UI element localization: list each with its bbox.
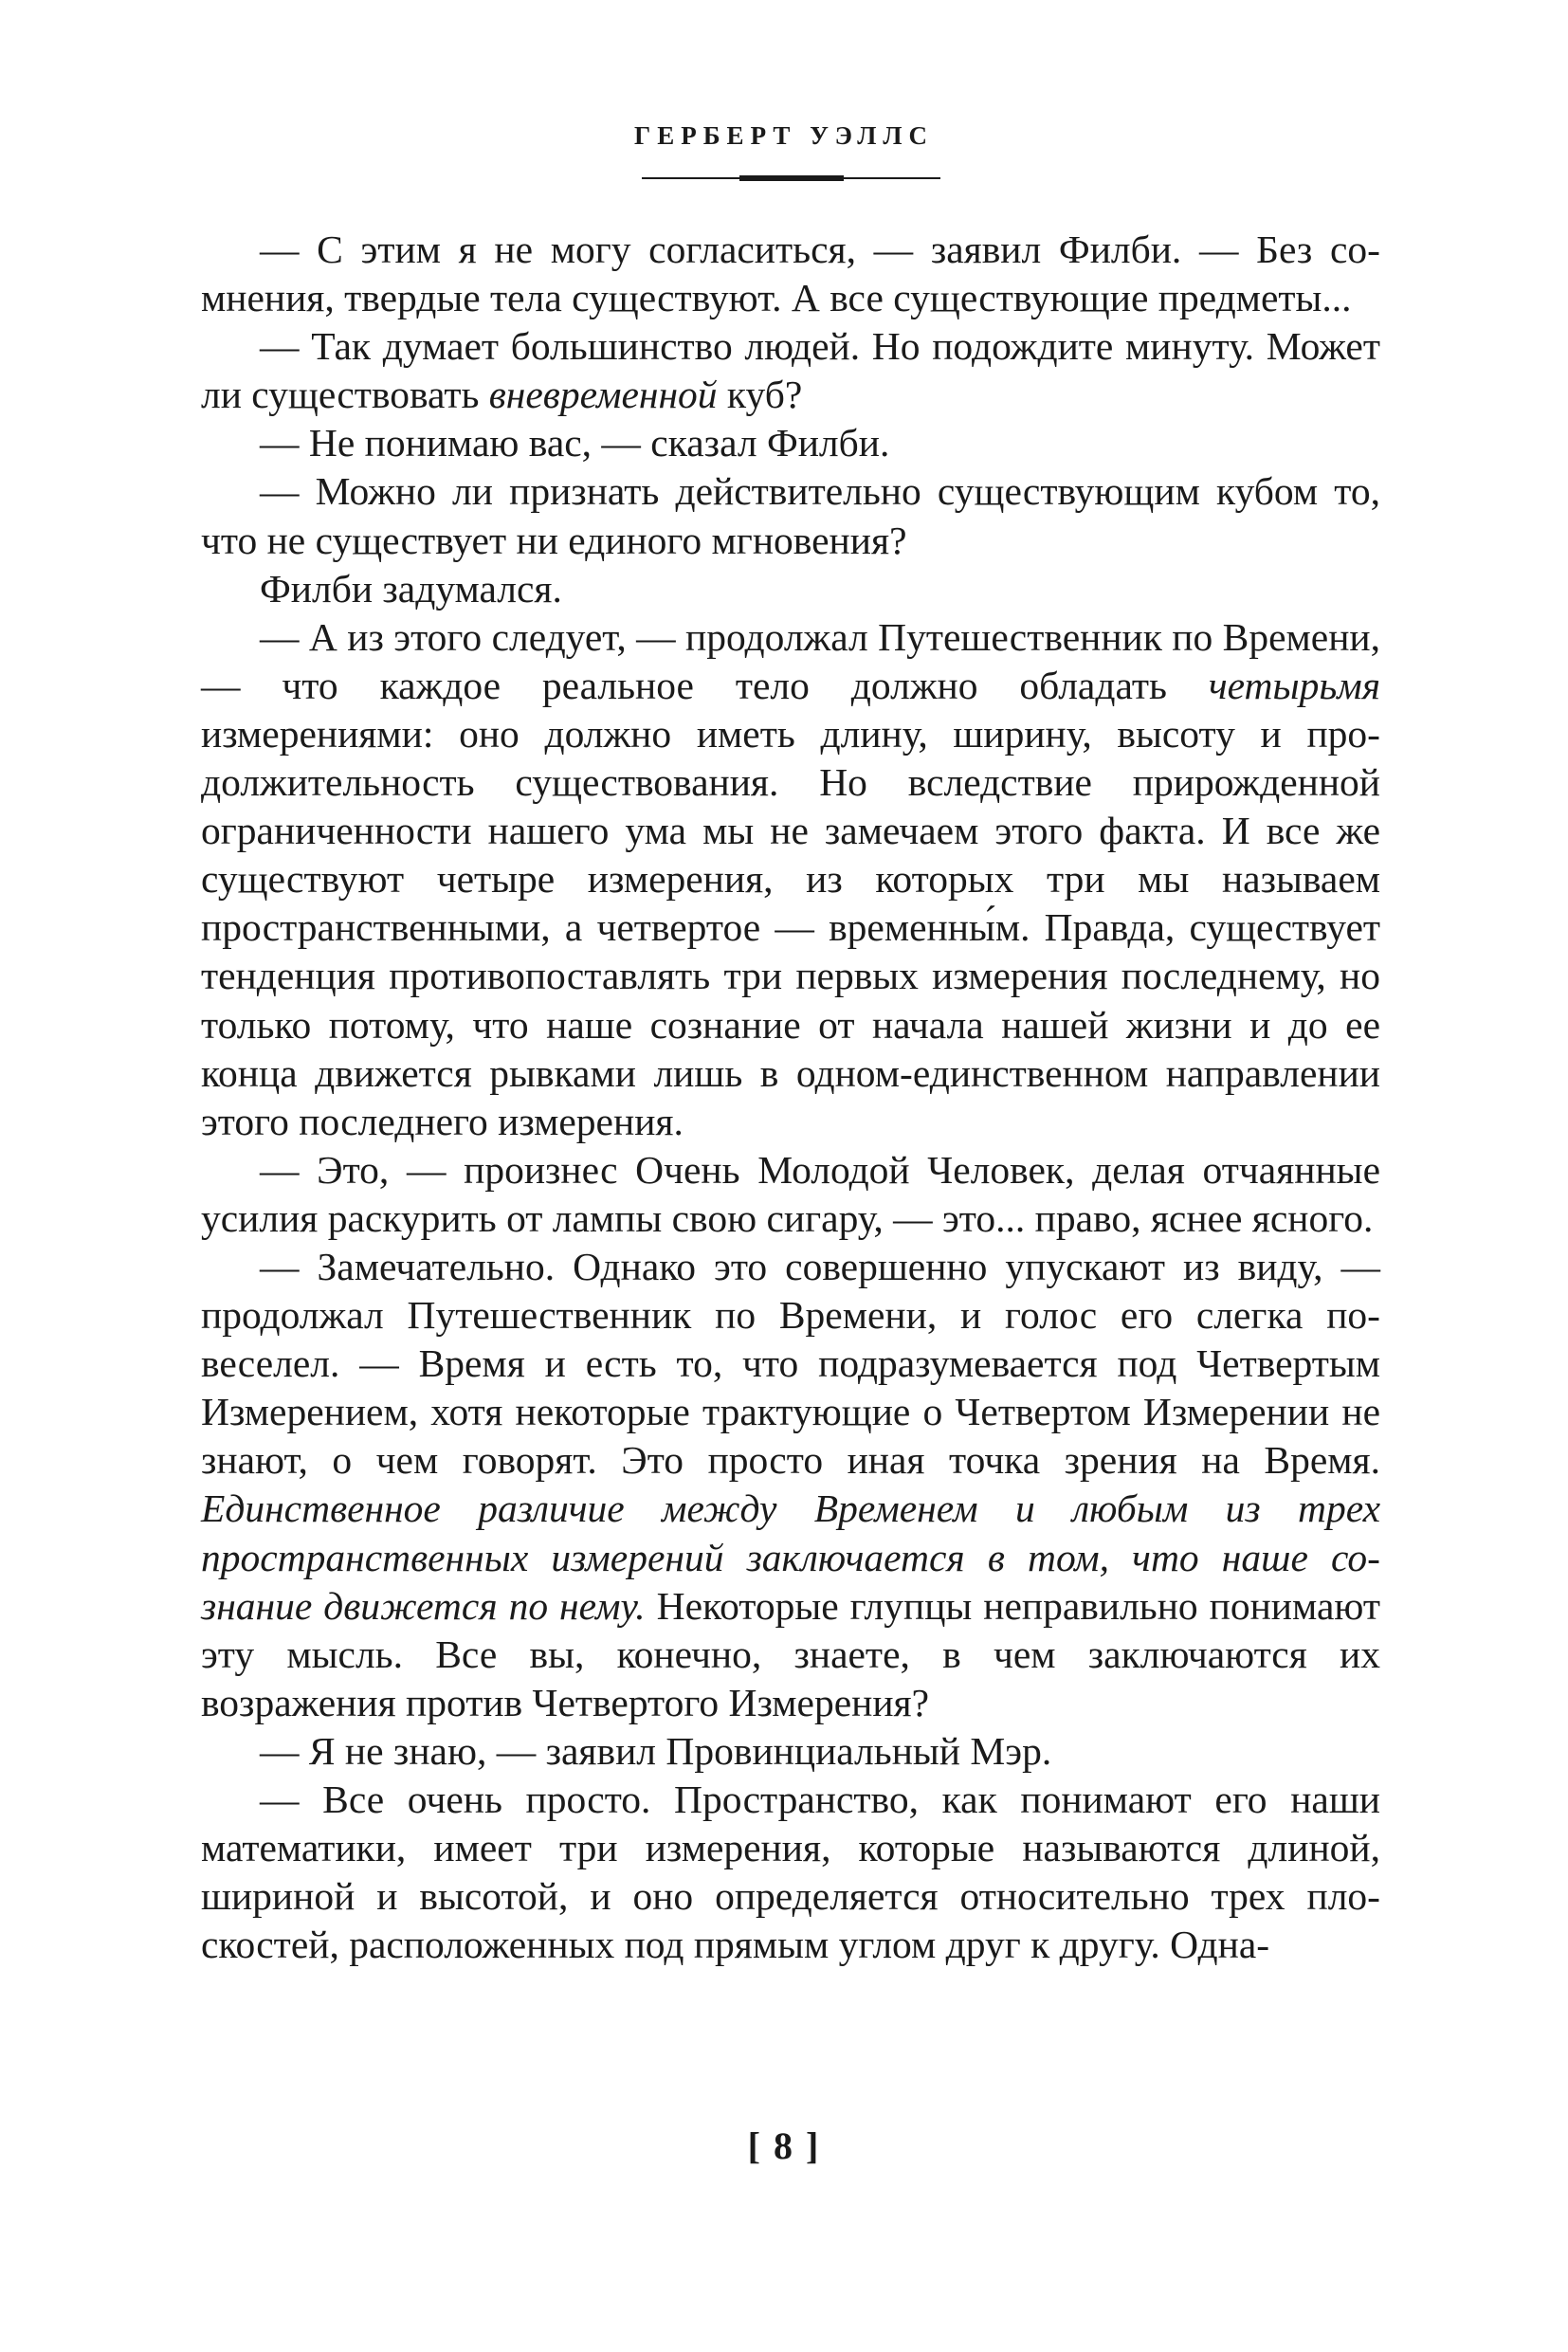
- text-run: Филби задумался.: [260, 566, 562, 611]
- italic-run: четырьмя: [1208, 663, 1380, 707]
- running-head: ГЕРБЕРТ УЭЛЛС: [634, 121, 934, 150]
- paragraph: [201, 1146, 1380, 1243]
- text-run: — Я не знаю, — заявил Провинциальный Мэр.: [260, 1728, 1052, 1773]
- paragraph: [201, 613, 1380, 1146]
- paragraph: [201, 419, 1380, 467]
- italic-run: вневременной: [488, 373, 718, 417]
- text-run: измерениями: оно должно иметь длину, ширину, высоту и продолжительность существования. Но вследствие прирожденной ограниченности нашего ума мы не замечаем этого факта. И все же существуют четыре измерения, из которых три мы называем пространственными, а четвертое — временны́м. Правда, существует тенденция противопоставлять три первых измерения последнему, но только потому, что наше сознание от начала нашей жизни и до ее конца движется рывками лишь в одном-единственном направлении этого последнего измерения.: [201, 711, 1380, 1143]
- text-run: Некоторые глупцы неправильно понимают эту мысль. Все вы, конечно, знаете, в чем заключаются их возражения против Четвертого Измерения?: [201, 1583, 1380, 1724]
- paragraph: [201, 1776, 1380, 1969]
- text-run: — Не понимаю вас, — сказал Филби.: [260, 421, 890, 465]
- text-run: — Замечательно. Однако это совершенно упускают из виду, — продолжал Путешественник по Времени, и голос его слегка повеселел. — Время и есть то, что подразумевается под Четвертым Измерением, хотя некоторые трактующие о Четвертом Измерении не знают, о чем говорят. Это просто иная точка зрения на Время.: [201, 1244, 1380, 1483]
- text-run: — Это, — произнес Очень Молодой Человек, делая отчаянные усилия раскурить от лампы свою сигару, — это... право, яснее ясного.: [201, 1147, 1380, 1240]
- page-number: [ 8 ]: [747, 2124, 821, 2167]
- text-run: — Так думает большинство людей. Но подождите минуту. Может ли существовать: [201, 324, 1380, 417]
- paragraph: [201, 565, 1380, 613]
- text-run: — А из этого следует, — продолжал Путешественник по Времени, — что каждое реальное тело должно обладать: [201, 614, 1380, 707]
- paragraph: [201, 226, 1380, 322]
- text-run: — С этим я не могу согласиться, — заявил Филби. — Без сомнения, твердые тела существуют. А все существующие предметы...: [201, 228, 1380, 320]
- paragraph: [201, 1727, 1380, 1776]
- italic-run: Единственное различие между Временем и любым из трех пространственных измерений заключается в том, что наше сознание движется по нему.: [201, 1486, 1380, 1628]
- header-rule-accent: [739, 175, 844, 181]
- text-run: куб?: [717, 373, 803, 417]
- text-run: — Можно ли признать действительно существующим кубом то, что не существует ни единого мгновения?: [201, 469, 1380, 562]
- paragraph: [201, 1243, 1380, 1727]
- paragraph: [201, 322, 1380, 419]
- paragraph: [201, 467, 1380, 564]
- body-text: [201, 226, 1380, 1969]
- text-run: — Все очень просто. Пространство, как понимают его наши математики, имеет три измерения, которые называются длиной, шириной и высотой, и оно определяется относительно трех плоскостей, расположенных под прямым углом друг к другу. Одна-: [201, 1778, 1380, 1967]
